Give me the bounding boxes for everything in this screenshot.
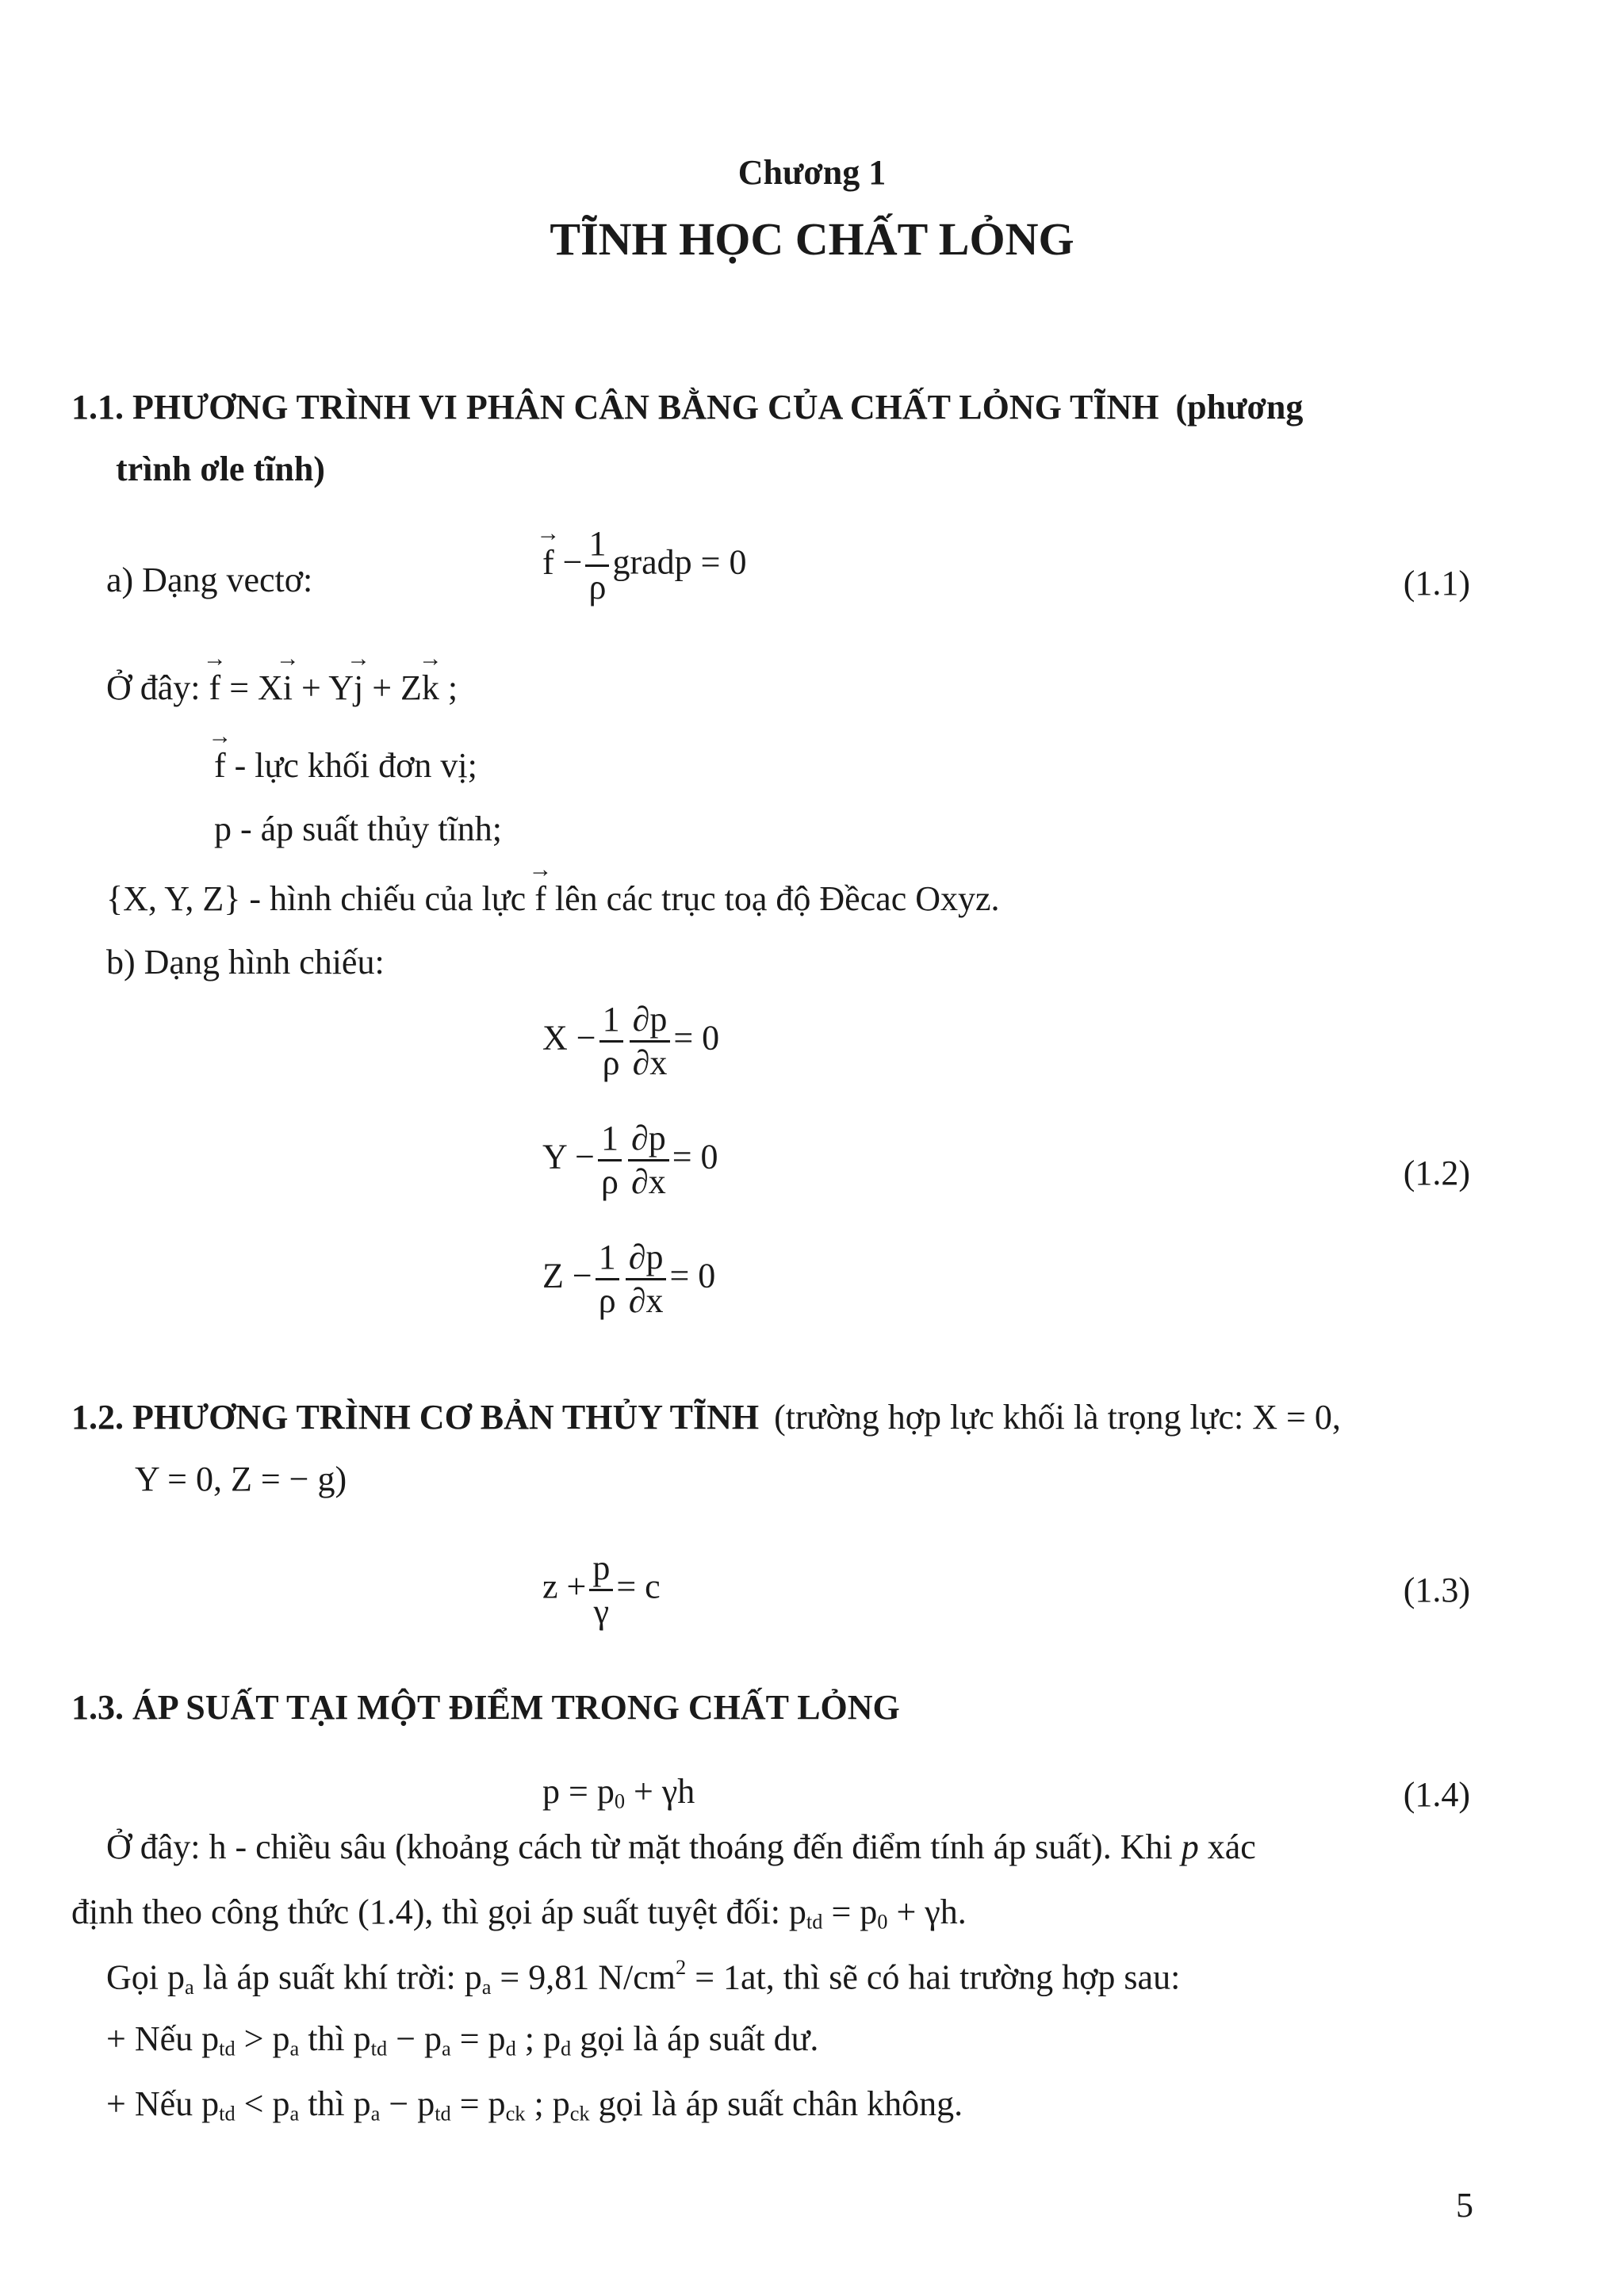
f-description: → f - lực khối đơn vị; <box>214 748 477 783</box>
equation-1-2-y: Y − $\frac{1}{\rho}$ $\frac{\partial p}{\partial x}$ = 0 <box>542 1119 718 1201</box>
paragraph-absolute: định theo công thức (1.4), thì gọi áp suất tuyệt đối: $p_{td} = p_0 + \gamma h$. <box>71 1892 967 1934</box>
projection-form-label: b) Dạng hình chiếu: <box>106 943 385 982</box>
equation-1-4-number: (1.4) <box>1403 1775 1470 1814</box>
section-1-1-heading-cont: trình ơle tĩnh) <box>116 450 325 488</box>
equation-1-1: → f − $\frac{1}{\rho}$ gradp = 0 <box>542 526 746 605</box>
equation-1-4: $p = p_0 + \gamma h$ <box>542 1772 695 1813</box>
section-1-2-heading: 1.2. PHƯƠNG TRÌNH CƠ BẢN THỦY TĨNH (trường hợp lực khối là trọng lực: X = 0, <box>71 1398 1341 1437</box>
equation-1-1-number: (1.1) <box>1403 564 1470 603</box>
equation-1-3: z + $\frac{p}{\gamma}$ = c <box>542 1548 661 1631</box>
vector-form-label: a) Dạng vectơ: <box>106 561 313 599</box>
page-number: 5 <box>1456 2186 1473 2225</box>
section-1-3-heading: 1.3. ÁP SUẤT TẠI MỘT ĐIỂM TRONG CHẤT LỎNG <box>71 1688 900 1727</box>
equation-1-2-number: (1.2) <box>1403 1154 1470 1192</box>
equation-1-3-number: (1.3) <box>1403 1571 1470 1609</box>
xyz-description: {X, Y, Z} - hình chiếu của lực → f lên các trục toạ độ Đềcac Oxyz. <box>106 882 1000 916</box>
paragraph-atmospheric: Gọi $p_a$ là áp suất khí trời: $p_a = 9,81$ $N/cm^2 = 1at$, thì sẽ có hai trường hợp sau: <box>106 1955 1181 1999</box>
p-description: p - áp suất thủy tĩnh; <box>214 809 502 848</box>
equation-1-2-x: X − $\frac{1}{\rho}$ $\frac{\partial p}{\partial x}$ = 0 <box>542 1000 720 1082</box>
chapter-title: TĨNH HỌC CHẤT LỎNG <box>550 213 1074 265</box>
section-1-1-heading: 1.1. PHƯƠNG TRÌNH VI PHÂN CÂN BẰNG CỦA CHẤT LỎNG TĨNH (phương <box>71 388 1304 427</box>
chapter-label: Chương 1 <box>737 153 887 192</box>
equation-1-2-z: Z − $\frac{1}{\rho}$ $\frac{\partial p}{\partial x}$ = 0 <box>542 1238 716 1320</box>
paragraph-depth: Ở đây: h - chiều sâu (khoảng cách từ mặt thoáng đến điểm tính áp suất). Khi p xác <box>106 1827 1256 1866</box>
where-line: Ở đây: → f = X→ i + Y→ j + Z→ k ; <box>106 671 458 706</box>
case-excess-pressure: + Nếu $p_{td} > p_a$ thì $p_{td} - p_a = p_d$ ; $p_d$ gọi là áp suất dư. <box>106 2019 819 2061</box>
case-vacuum-pressure: + Nếu $p_{td} < p_a$ thì $p_a - p_{td} = p_{ck}$ ; $p_{ck}$ gọi là áp suất chân không. <box>106 2084 963 2126</box>
section-1-2-heading-cont: Y = 0, Z = − g) <box>135 1460 347 1498</box>
